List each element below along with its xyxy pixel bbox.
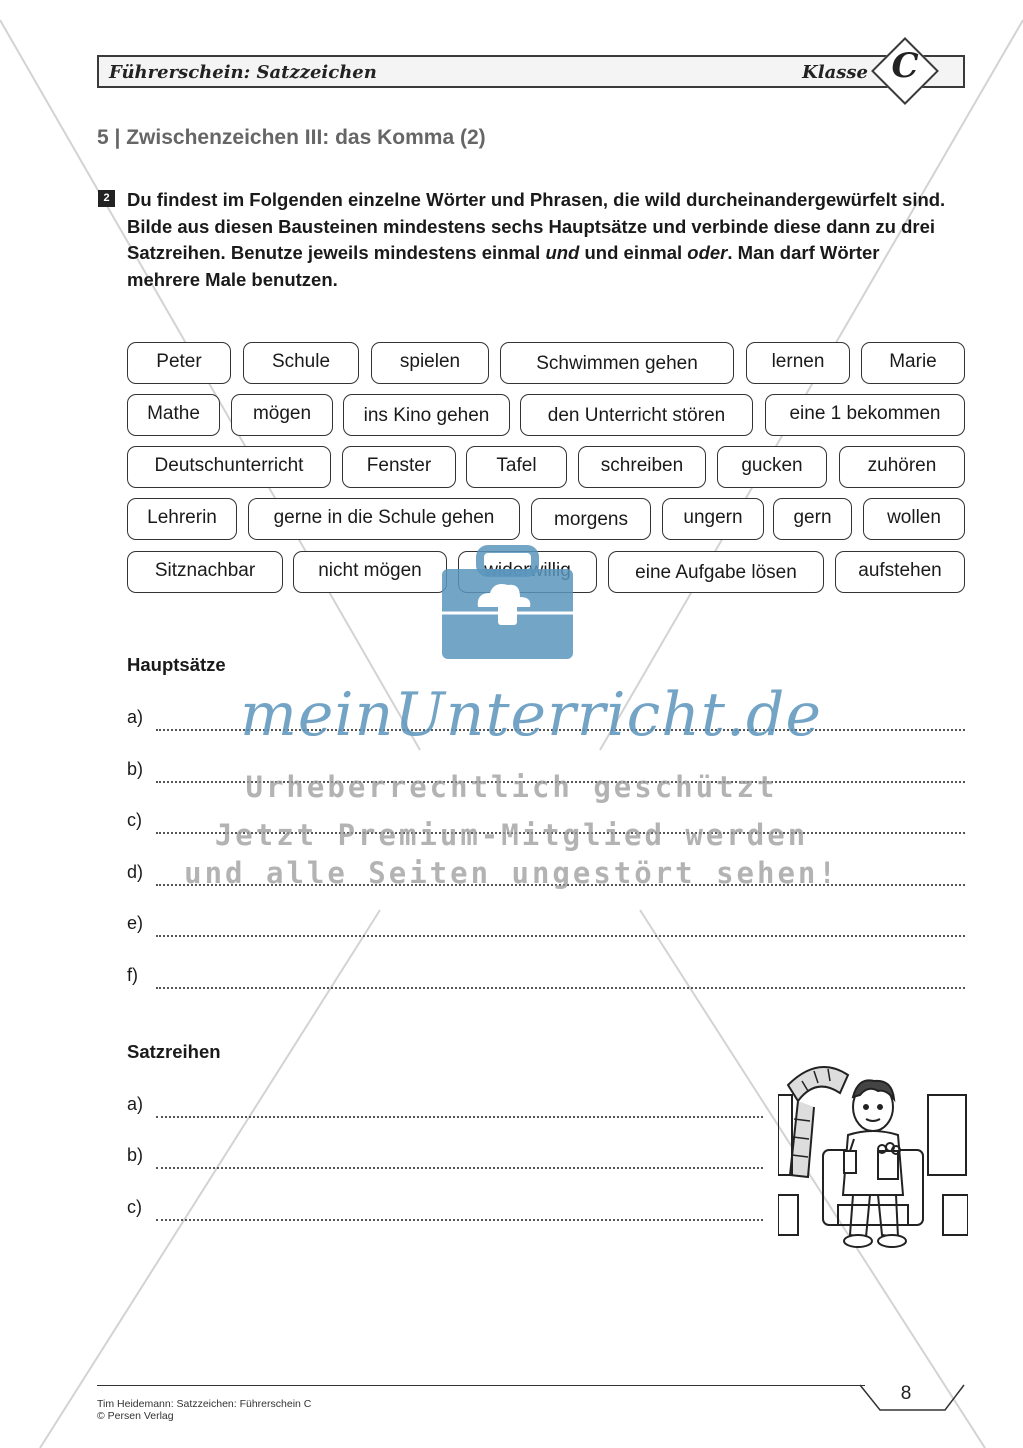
line-label: f): [127, 965, 138, 985]
word-box: eine 1 bekommen: [765, 394, 965, 436]
header-bar: [97, 55, 965, 88]
line-label: a): [127, 1094, 144, 1114]
section-title: 5 | Zwischenzeichen III: das Komma (2): [97, 126, 486, 149]
word-box: Deutschunterricht: [127, 446, 331, 488]
word-box: lernen: [746, 342, 850, 384]
task-text-part2: und einmal: [579, 242, 688, 263]
word-box: ins Kino gehen: [343, 394, 510, 436]
word-box: Schule: [243, 342, 359, 384]
word-box: Mathe: [127, 394, 220, 436]
line-label: d): [127, 862, 144, 882]
satzreihe-line-b: [127, 1145, 763, 1169]
word-box: Lehrerin: [127, 498, 237, 540]
word-box: gerne in die Schule gehen: [248, 498, 520, 540]
footer-author: Tim Heidemann: Satzzeichen: Führerschein C: [97, 1398, 312, 1410]
word-box: zuhören: [839, 446, 965, 488]
satzreihen-heading: Satzreihen: [127, 1041, 221, 1062]
answer-dotted-line[interactable]: [156, 1167, 763, 1169]
cinema-boy-illustration: [778, 1055, 968, 1250]
word-box: Schwimmen gehen: [500, 342, 734, 384]
hauptsatz-line-f: [127, 965, 965, 989]
watermark-logo-text: meinUnterricht.de: [240, 680, 822, 750]
word-box: wollen: [863, 498, 965, 540]
answer-dotted-line[interactable]: [156, 987, 965, 989]
word-box: den Unterricht stören: [520, 394, 753, 436]
word-box: schreiben: [578, 446, 706, 488]
watermark-line-1: Urheberrechtlich geschützt: [245, 770, 778, 804]
task-text-part1: Du findest im Folgenden einzelne Wörter und Phrasen, die wild durcheinandergewürfelt sind. Bilde aus diesen Bausteinen mindestens sechs Hauptsätze und verbinde diese dann zu drei Satzreihen. Benutze jeweils mindestens einmal: [127, 189, 946, 263]
satzreihe-line-c: [127, 1197, 763, 1221]
hauptsatz-line-e: [127, 913, 965, 937]
word-box: Sitznachbar: [127, 551, 283, 593]
footer-credits: [97, 1398, 311, 1422]
watermark-line-2: Jetzt Premium-Mitglied werden: [214, 818, 809, 852]
line-label: c): [127, 1197, 142, 1217]
task-instructions: [127, 187, 957, 293]
word-box: Tafel: [466, 446, 567, 488]
footer-rule: [97, 1385, 865, 1386]
task-word-oder: oder: [687, 242, 728, 263]
briefcase-cloud-icon: [440, 545, 575, 665]
word-box: aufstehen: [835, 551, 965, 593]
watermark-line-3: und alle Seiten ungestört sehen!: [184, 856, 839, 890]
answer-dotted-line[interactable]: [156, 1116, 763, 1118]
line-label: b): [127, 1145, 144, 1165]
line-label: c): [127, 810, 142, 830]
word-box: morgens: [531, 498, 651, 540]
word-box: spielen: [371, 342, 489, 384]
line-label: b): [127, 759, 144, 779]
word-box: eine Aufgabe lösen: [608, 551, 824, 593]
line-label: e): [127, 913, 144, 933]
word-box: Fenster: [342, 446, 456, 488]
klasse-badge: [872, 38, 938, 104]
task-number-badge: 2: [98, 190, 115, 207]
line-label: a): [127, 707, 144, 727]
klasse-label: Klasse: [802, 62, 868, 83]
word-box: mögen: [231, 394, 333, 436]
task-text-part3: . Man darf Wörter mehrere Male benutzen.: [127, 242, 880, 290]
answer-dotted-line[interactable]: [156, 1219, 763, 1221]
task-word-und: und: [545, 242, 580, 263]
hauptsaetze-heading: Hauptsätze: [127, 654, 226, 675]
worksheet-title: Führerschein: Satzzeichen: [109, 62, 377, 83]
footer-publisher: © Persen Verlag: [97, 1410, 174, 1422]
word-box: ungern: [662, 498, 764, 540]
word-box: Marie: [861, 342, 965, 384]
word-box: gern: [773, 498, 852, 540]
word-box: gucken: [717, 446, 827, 488]
page-number: 8: [900, 1383, 912, 1404]
answer-dotted-line[interactable]: [156, 935, 965, 937]
satzreihe-line-a: [127, 1094, 763, 1118]
word-box: Peter: [127, 342, 231, 384]
word-box: nicht mögen: [293, 551, 447, 593]
klasse-letter: C: [891, 46, 919, 86]
